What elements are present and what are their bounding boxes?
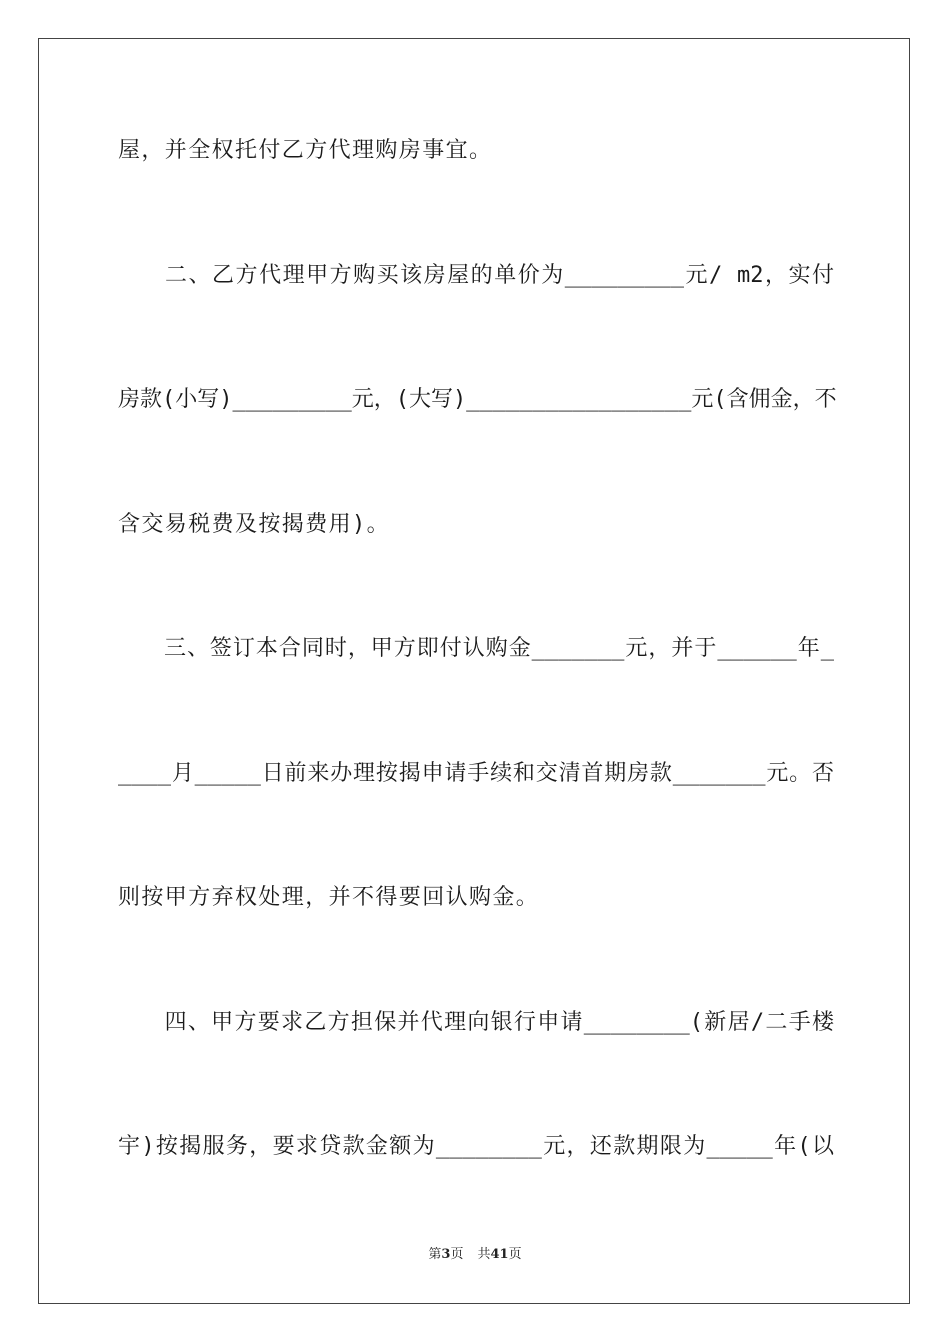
footer-page-number: 3 [441,1247,451,1262]
body-line-9: 宇)按揭服务，要求贷款金额为________元，还款期限为_____年(以 [118,1134,834,1159]
body-line-8: 四、甲方要求乙方担保并代理向银行申请________(新居/二手楼 [118,1010,834,1035]
footer-page-suffix: 页 [450,1247,464,1262]
body-line-4: 含交易税费及按揭费用)。 [118,512,391,537]
body-line-5: 三、签订本合同时，甲方即付认购金_______元，并于______年_ [118,636,834,661]
body-line-2: 二、乙方代理甲方购买该房屋的单价为_________元/ m2，实付 [118,263,834,288]
footer-total-suffix: 页 [508,1247,522,1262]
body-line-1: 屋，并全权托付乙方代理购房事宜。 [118,138,493,163]
page-border [38,38,910,1304]
body-line-3: 房款(小写)_________元，(大写)_________________元(含佣金，不 [118,387,837,412]
page-footer [0,1246,950,1264]
footer-total-prefix: 共 [477,1247,491,1262]
body-line-6: ____月_____日前来办理按揭申请手续和交清首期房款_______元。否 [118,761,834,786]
body-line-7: 则按甲方弃权处理，并不得要回认购金。 [118,885,540,910]
footer-total-number: 41 [490,1247,509,1262]
footer-page-prefix: 第 [428,1247,442,1262]
